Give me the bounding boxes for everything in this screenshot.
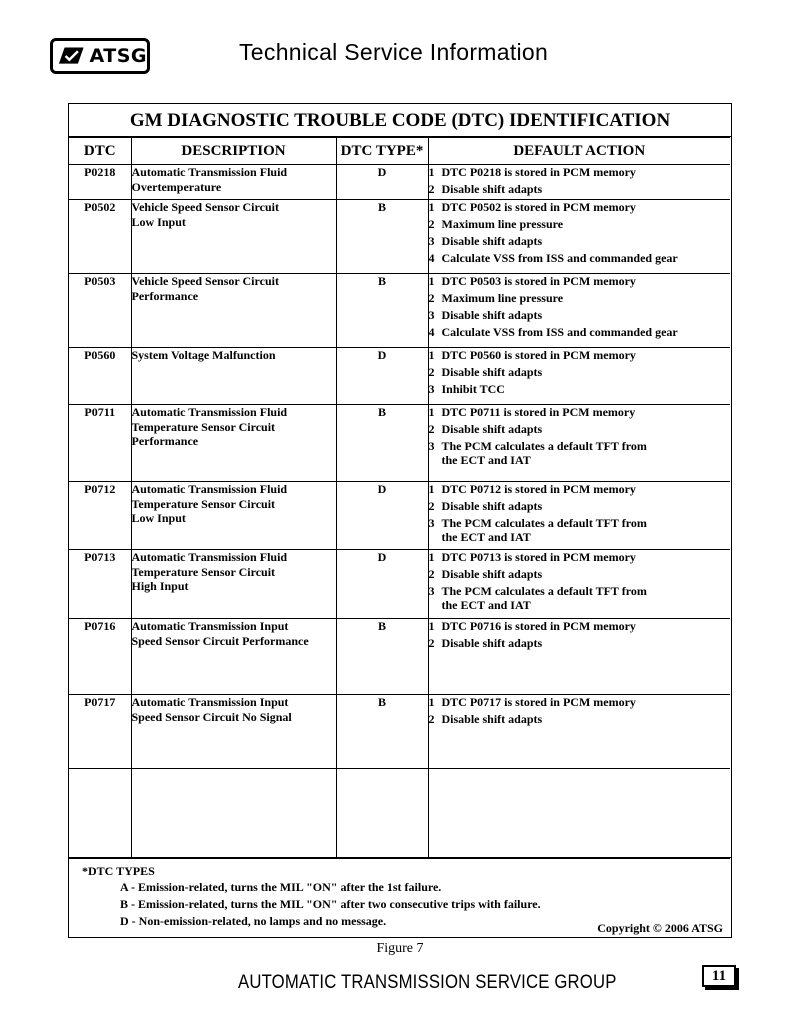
- action-item: [429, 234, 731, 248]
- empty-table-row: [69, 769, 730, 859]
- description-line: Automatic Transmission Fluid: [131, 482, 288, 496]
- description-line: Automatic Transmission Fluid: [131, 550, 288, 564]
- default-action-cell: [428, 274, 730, 348]
- action-text-line: Disable shift adapts: [441, 499, 543, 513]
- action-number: 1: [428, 695, 435, 709]
- description-line: Automatic Transmission Fluid: [131, 405, 288, 419]
- action-number: 1: [428, 405, 435, 419]
- action-text: [442, 251, 731, 265]
- description-line: Performance: [131, 288, 199, 303]
- dtc-code-cell: P0560: [69, 348, 131, 405]
- action-item: [429, 182, 731, 196]
- action-number: 3: [428, 308, 435, 322]
- action-text: [442, 712, 731, 726]
- action-number: 1: [428, 274, 435, 288]
- action-number: 2: [428, 499, 435, 513]
- action-text-line: Calculate VSS from ISS and commanded gear: [441, 251, 678, 265]
- table-row: [69, 619, 730, 695]
- table-row: [69, 200, 730, 274]
- action-text-line: the ECT and IAT: [441, 530, 531, 544]
- action-number: 1: [428, 619, 435, 633]
- dtc-code-cell: P0713: [69, 550, 131, 619]
- action-text-line: DTC P0712 is stored in PCM memory: [441, 482, 636, 496]
- action-number: 3: [428, 516, 435, 530]
- description-cell: [131, 405, 336, 482]
- dtc-code-cell: P0712: [69, 482, 131, 550]
- action-item: [429, 636, 731, 650]
- footnote-title: *DTC TYPES: [82, 864, 155, 878]
- description-line: Vehicle Speed Sensor Circuit: [131, 200, 279, 214]
- action-item: [429, 422, 731, 436]
- action-number: 2: [428, 182, 435, 196]
- dtc-table-frame: [68, 103, 732, 938]
- description-line: High Input: [131, 579, 189, 593]
- action-text-line: Disable shift adapts: [441, 422, 543, 436]
- description-cell: [131, 274, 336, 348]
- action-number: 3: [428, 439, 435, 453]
- action-item: [429, 165, 731, 179]
- page-header: [0, 0, 800, 100]
- figure-caption: Figure 7: [376, 941, 424, 956]
- action-text: [442, 499, 731, 513]
- action-text-line: Calculate VSS from ISS and commanded gear: [441, 325, 678, 339]
- action-item: [429, 619, 731, 633]
- action-text-line: the ECT and IAT: [441, 598, 531, 612]
- description-cell: [131, 482, 336, 550]
- copyright-notice: Copyright © 2006 ATSG: [597, 921, 723, 935]
- action-number: 3: [428, 234, 435, 248]
- action-item: [429, 382, 731, 396]
- column-header-default-action: DEFAULT ACTION: [428, 138, 730, 165]
- description-line: Speed Sensor Circuit No Signal: [131, 709, 292, 724]
- table-row: [69, 550, 730, 619]
- action-item: [429, 405, 731, 419]
- action-item: [429, 251, 731, 265]
- empty-cell: [428, 769, 730, 859]
- action-item: [429, 499, 731, 513]
- default-action-cell: [428, 482, 730, 550]
- action-text: [442, 636, 731, 650]
- dtc-code-cell: P0218: [69, 165, 131, 200]
- action-item: [429, 308, 731, 322]
- action-number: 1: [428, 200, 435, 214]
- action-number: 1: [428, 550, 435, 564]
- action-item: [429, 325, 731, 339]
- empty-cell: [336, 769, 428, 859]
- action-item: [429, 567, 731, 581]
- description-line: Low Input: [131, 214, 186, 229]
- action-text-line: DTC P0502 is stored in PCM memory: [441, 200, 636, 214]
- action-item: [429, 365, 731, 379]
- dtc-type-cell: B: [336, 695, 428, 769]
- action-text: [442, 234, 731, 248]
- action-text-line: Disable shift adapts: [441, 308, 543, 322]
- action-number: 1: [428, 165, 435, 179]
- description-line: Automatic Transmission Fluid: [131, 165, 288, 179]
- empty-cell: [131, 769, 336, 859]
- action-text-line: Inhibit TCC: [441, 382, 505, 396]
- description-line: Vehicle Speed Sensor Circuit: [131, 274, 279, 288]
- table-row: [69, 695, 730, 769]
- description-line: Automatic Transmission Input: [131, 619, 289, 633]
- description-line: Automatic Transmission Input: [131, 695, 289, 709]
- description-line: Speed Sensor Circuit Performance: [131, 633, 309, 648]
- action-text-line: DTC P0218 is stored in PCM memory: [441, 165, 636, 179]
- description-line: Temperature Sensor Circuit: [131, 564, 276, 579]
- default-action-cell: [428, 405, 730, 482]
- description-line: Low Input: [131, 511, 186, 525]
- action-text-line: the ECT and IAT: [441, 453, 531, 467]
- action-number: 3: [428, 382, 435, 396]
- footer-organization: AUTOMATIC TRANSMISSION SERVICE GROUP: [238, 972, 617, 993]
- description-line: Overtemperature: [131, 179, 222, 194]
- action-number: 2: [428, 567, 435, 581]
- default-action-cell: [428, 348, 730, 405]
- page-number: 11: [702, 965, 736, 987]
- action-text-line: Disable shift adapts: [441, 365, 543, 379]
- table-row: [69, 165, 730, 200]
- dtc-type-cell: B: [336, 619, 428, 695]
- action-text-line: DTC P0560 is stored in PCM memory: [441, 348, 636, 362]
- action-number: 1: [428, 348, 435, 362]
- footnote-line-d: D - Non-emission-related, no lamps and no message.: [120, 914, 387, 928]
- action-text: [442, 550, 731, 564]
- description-cell: [131, 619, 336, 695]
- dtc-type-cell: B: [336, 405, 428, 482]
- action-item: [429, 584, 731, 612]
- action-text: [442, 217, 731, 231]
- action-text: [442, 405, 731, 419]
- description-cell: [131, 200, 336, 274]
- action-text: [442, 584, 731, 612]
- action-text-line: DTC P0711 is stored in PCM memory: [441, 405, 636, 419]
- dtc-code-cell: P0717: [69, 695, 131, 769]
- action-text: [442, 348, 731, 362]
- dtc-type-cell: B: [336, 274, 428, 348]
- action-item: [429, 217, 731, 231]
- action-number: 2: [428, 291, 435, 305]
- action-text: [442, 182, 731, 196]
- table-row: [69, 482, 730, 550]
- action-text-line: The PCM calculates a default TFT from: [441, 516, 647, 530]
- action-item: [429, 712, 731, 726]
- dtc-table: [69, 137, 730, 859]
- footnote-line-a: A - Emission-related, turns the MIL "ON" after the 1st failure.: [120, 880, 442, 894]
- table-row: [69, 405, 730, 482]
- description-line: Temperature Sensor Circuit: [131, 496, 276, 511]
- action-text: [442, 516, 731, 544]
- action-item: [429, 200, 731, 214]
- action-number: 4: [428, 251, 435, 265]
- action-text: [442, 325, 731, 339]
- dtc-code-cell: P0502: [69, 200, 131, 274]
- action-item: [429, 348, 731, 362]
- action-text: [442, 619, 731, 633]
- column-header-dtc-type: DTC TYPE*: [336, 138, 428, 165]
- action-text: [442, 200, 731, 214]
- action-number: 2: [428, 422, 435, 436]
- action-text-line: DTC P0716 is stored in PCM memory: [441, 619, 636, 633]
- action-text-line: Maximum line pressure: [441, 291, 564, 305]
- footnote-line-b: B - Emission-related, turns the MIL "ON" after two consecutive trips with failure.: [120, 897, 541, 911]
- action-text: [442, 274, 731, 288]
- action-number: 4: [428, 325, 435, 339]
- dtc-type-cell: D: [336, 165, 428, 200]
- default-action-cell: [428, 695, 730, 769]
- action-number: 2: [428, 365, 435, 379]
- empty-cell: [69, 769, 131, 859]
- description-cell: [131, 550, 336, 619]
- action-number: 3: [428, 584, 435, 598]
- action-item: [429, 291, 731, 305]
- dtc-type-cell: B: [336, 200, 428, 274]
- checkmark-flag-icon: [57, 45, 86, 67]
- action-text: [442, 165, 731, 179]
- dtc-type-cell: D: [336, 348, 428, 405]
- action-text-line: Disable shift adapts: [441, 182, 543, 196]
- dtc-type-cell: D: [336, 550, 428, 619]
- action-number: 2: [428, 636, 435, 650]
- table-row: [69, 274, 730, 348]
- action-item: [429, 550, 731, 564]
- action-text-line: DTC P0713 is stored in PCM memory: [441, 550, 636, 564]
- action-number: 2: [428, 712, 435, 726]
- action-item: [429, 439, 731, 467]
- action-text: [442, 695, 731, 709]
- action-text-line: Disable shift adapts: [441, 636, 543, 650]
- action-text: [442, 365, 731, 379]
- table-header-row: [69, 138, 730, 165]
- action-number: 1: [428, 482, 435, 496]
- default-action-cell: [428, 619, 730, 695]
- default-action-cell: [428, 200, 730, 274]
- action-text: [442, 482, 731, 496]
- action-item: [429, 516, 731, 544]
- dtc-types-footnote: [69, 857, 731, 937]
- dtc-code-cell: P0711: [69, 405, 131, 482]
- page-title: Technical Service Information: [239, 39, 549, 65]
- description-cell: [131, 348, 336, 405]
- dtc-code-cell: P0716: [69, 619, 131, 695]
- action-number: 2: [428, 217, 435, 231]
- dtc-type-cell: D: [336, 482, 428, 550]
- default-action-cell: [428, 550, 730, 619]
- action-text-line: The PCM calculates a default TFT from: [441, 439, 647, 453]
- atsg-logo: [50, 38, 150, 74]
- action-text-line: The PCM calculates a default TFT from: [441, 584, 647, 598]
- action-text-line: Maximum line pressure: [441, 217, 564, 231]
- description-cell: [131, 695, 336, 769]
- table-title: GM DIAGNOSTIC TROUBLE CODE (DTC) IDENTIFICATION: [69, 104, 731, 137]
- logo-text: ATSG: [89, 45, 147, 67]
- description-line: Performance: [131, 434, 199, 448]
- default-action-cell: [428, 165, 730, 200]
- action-text: [442, 439, 731, 467]
- description-cell: [131, 165, 336, 200]
- description-line: System Voltage Malfunction: [131, 348, 276, 362]
- table-row: [69, 348, 730, 405]
- dtc-code-cell: P0503: [69, 274, 131, 348]
- action-text-line: DTC P0503 is stored in PCM memory: [441, 274, 636, 288]
- action-text: [442, 308, 731, 322]
- action-text-line: Disable shift adapts: [441, 712, 543, 726]
- action-text: [442, 567, 731, 581]
- action-text: [442, 382, 731, 396]
- action-text-line: DTC P0717 is stored in PCM memory: [441, 695, 636, 709]
- action-text-line: Disable shift adapts: [441, 234, 543, 248]
- column-header-dtc: DTC: [69, 138, 131, 165]
- description-line: Temperature Sensor Circuit: [131, 419, 276, 434]
- action-text: [442, 422, 731, 436]
- action-text: [442, 291, 731, 305]
- action-item: [429, 695, 731, 709]
- action-item: [429, 274, 731, 288]
- action-text-line: Disable shift adapts: [441, 567, 543, 581]
- action-item: [429, 482, 731, 496]
- column-header-description: DESCRIPTION: [131, 138, 336, 165]
